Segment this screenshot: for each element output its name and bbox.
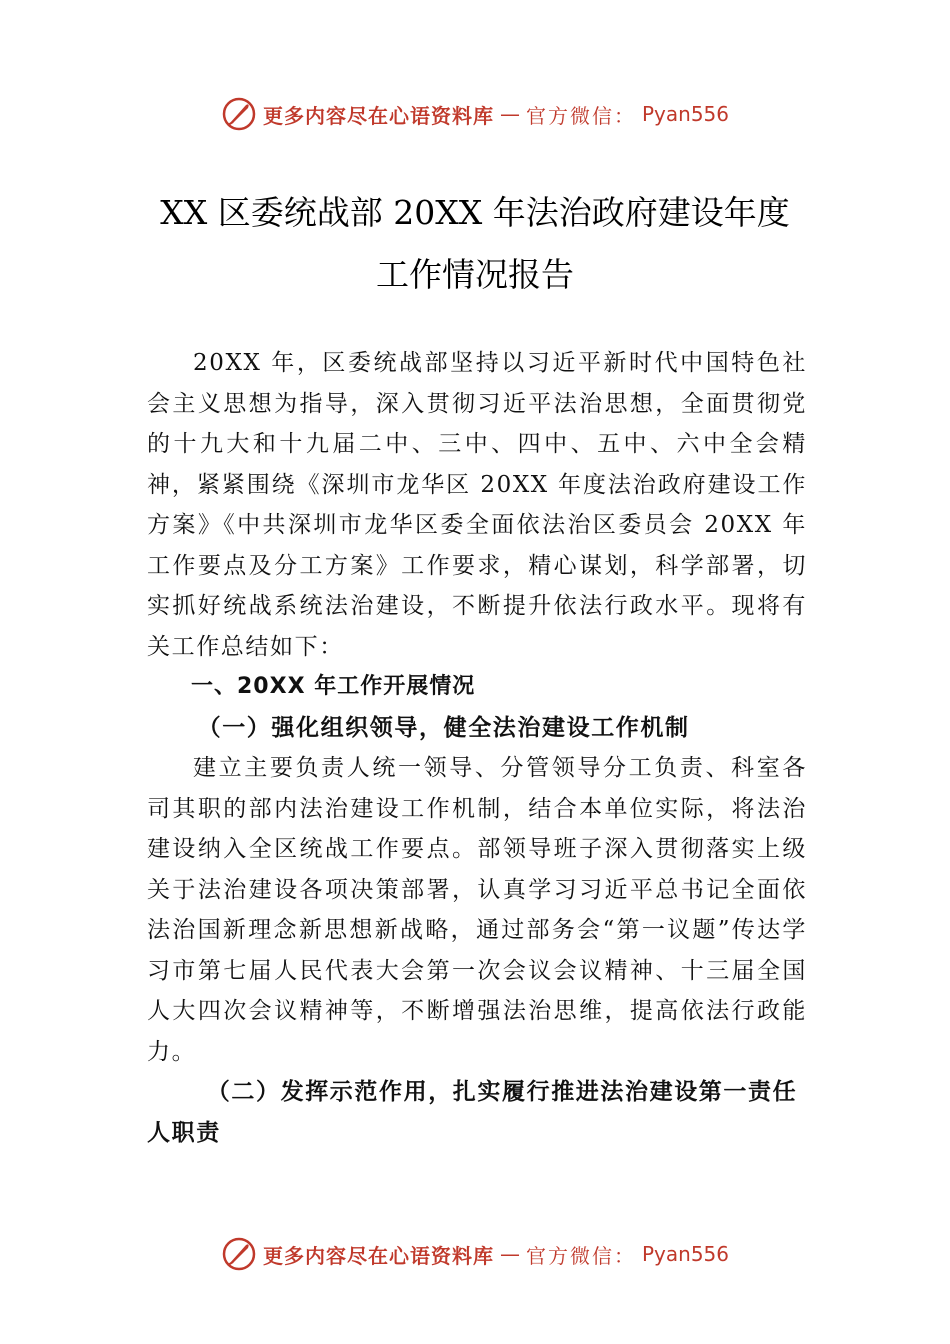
footer-separator: — [499,1242,520,1266]
document-title [100,182,850,306]
quill-seal-icon [221,96,257,132]
footer-wechat-id: Pyan556 [641,1242,729,1266]
quill-seal-icon [221,1236,257,1272]
subsection-1-paragraph: 建立主要负责人统一领导、分管领导分工负责、科室各司其职的部内法治建设工作机制，结合本单位实际，将法治建设纳入全区统战工作要点。部领导班子深入贯彻落实上级关于法治建设各项决策部署，认真学习习近平总书记全面依法治国新理念新思想新战略，通过部务会“第一议题”传达学习市第七届人民代表大会第一次会议会议精神、十三届全国人大四次会议精神等，不断增强法治思维，提高依法行政能力。 [147,755,807,1065]
subsection-heading-2: （二）发挥示范作用，扎实履行推进法治建设第一责任人职责 [147,1078,798,1146]
banner-wechat-label: 官方微信： [525,103,636,128]
banner-brand-text: 更多内容尽在心语资料库 [262,103,494,128]
document-body [147,343,807,1153]
subsection-heading-1: （一）强化组织领导，健全法治建设工作机制 [197,713,690,741]
section-heading-1: 一、20XX 年工作开展情况 [191,674,476,699]
intro-paragraph: 20XX 年，区委统战部坚持以习近平新时代中国特色社会主义思想为指导，深入贯彻习近平法治思想，全面贯彻党的十九大和十九届二中、三中、四中、五中、六中全会精神，紧紧围绕《深圳市龙华区 20XX 年度法治政府建设工作方案》《中共深圳市龙华区委全面依法治区委员会 20XX 年工作要点及分工方案》工作要求，精心谋划，科学部署，切实抓好统战系统法治建设，不断提升依法行政水平。现将有关工作总结如下： [147,350,807,660]
banner-separator: — [499,102,520,126]
title-line-2: 工作情况报告 [376,255,574,294]
footer-banner [0,1236,950,1272]
banner-wechat-id: Pyan556 [641,102,729,126]
footer-brand-text: 更多内容尽在心语资料库 [262,1243,494,1268]
header-banner [0,96,950,132]
title-line-1: XX 区委统战部 20XX 年法治政府建设年度 [160,193,790,232]
footer-wechat-label: 官方微信： [525,1243,636,1268]
